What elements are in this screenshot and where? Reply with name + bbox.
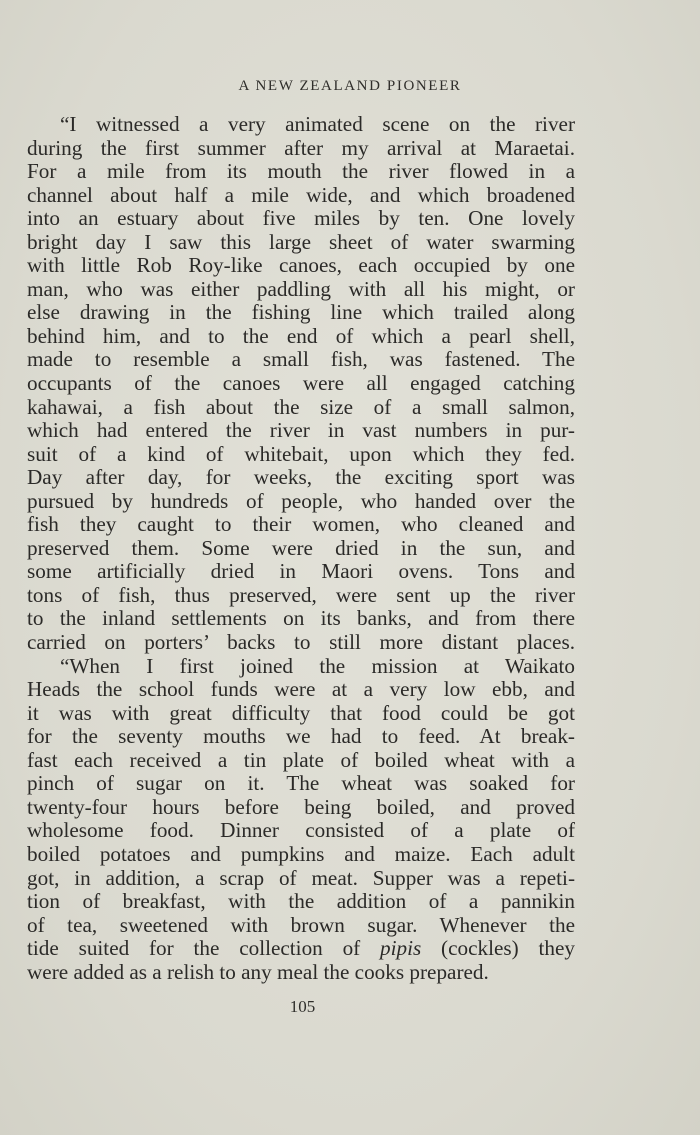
text-line: channel about half a mile wide, and which broadened	[27, 183, 575, 207]
text-line: preserved them. Some were dried in the sun, and	[27, 536, 575, 560]
body-text	[27, 113, 575, 984]
text-line: with little Rob Roy-like canoes, each occupied by one	[27, 254, 575, 278]
text-line: behind him, and to the end of which a pearl shell,	[27, 324, 575, 348]
text-line: during the first summer after my arrival at Maraetai.	[27, 136, 575, 160]
text-segment: (cockles) they	[421, 937, 575, 961]
text-line: into an estuary about five miles by ten. One lovely	[27, 207, 575, 231]
text-line: boiled potatoes and pumpkins and maize. Each adult	[27, 842, 575, 866]
text-segment: tide suited for the collection of	[27, 937, 381, 961]
text-line: got, in addition, a scrap of meat. Supper was a repeti-	[27, 866, 575, 890]
text-line: kahawai, a fish about the size of a small salmon,	[27, 395, 575, 419]
text-line: Day after day, for weeks, the exciting sport was	[27, 466, 575, 490]
text-line: pursued by hundreds of people, who handed over the	[27, 489, 575, 513]
text-line: to the inland settlements on its banks, and from there	[27, 607, 575, 631]
page-number: 105	[289, 997, 316, 1016]
text-line: made to resemble a small fish, was fastened. The	[27, 348, 575, 372]
text-line: For a mile from its mouth the river flowed in a	[27, 160, 575, 184]
text-line: occupants of the canoes were all engaged catching	[27, 372, 575, 396]
text-line: tons of fish, thus preserved, were sent up the river	[27, 583, 575, 607]
text-line: it was with great difficulty that food could be got	[27, 701, 575, 725]
text-line: twenty-four hours before being boiled, and proved	[27, 795, 575, 819]
text-line: “I witnessed a very animated scene on the river	[60, 113, 575, 136]
text-line: were added as a relish to any meal the cooks prepared.	[27, 960, 489, 984]
italic-word: pipis	[380, 937, 422, 961]
text-line: carried on porters’ backs to still more distant places.	[27, 631, 575, 655]
text-line: wholesome food. Dinner consisted of a plate of	[27, 819, 575, 843]
text-line: pinch of sugar on it. The wheat was soaked for	[27, 772, 575, 796]
text-line: tion of breakfast, with the addition of a pannikin	[27, 890, 575, 914]
text-line: bright day I saw this large sheet of water swarming	[27, 230, 575, 254]
text-line: which had entered the river in vast numbers in pur-	[27, 419, 575, 443]
text-line: fast each received a tin plate of boiled wheat with a	[27, 748, 575, 772]
text-line-with-italic	[27, 937, 575, 961]
text-line: of tea, sweetened with brown sugar. Whenever the	[27, 913, 575, 937]
text-line: for the seventy mouths we had to feed. At break-	[27, 725, 575, 749]
text-line: some artificially dried in Maori ovens. Tons and	[27, 560, 575, 584]
text-line: else drawing in the fishing line which trailed along	[27, 301, 575, 325]
text-line: fish they caught to their women, who cleaned and	[27, 513, 575, 537]
text-line: Heads the school funds were at a very low ebb, and	[27, 678, 575, 702]
text-line: man, who was either paddling with all his might, or	[27, 277, 575, 301]
text-line: suit of a kind of whitebait, upon which they fed.	[27, 442, 575, 466]
running-head: A NEW ZEALAND PIONEER	[238, 78, 462, 94]
text-line: “When I first joined the mission at Waikato	[60, 654, 575, 678]
